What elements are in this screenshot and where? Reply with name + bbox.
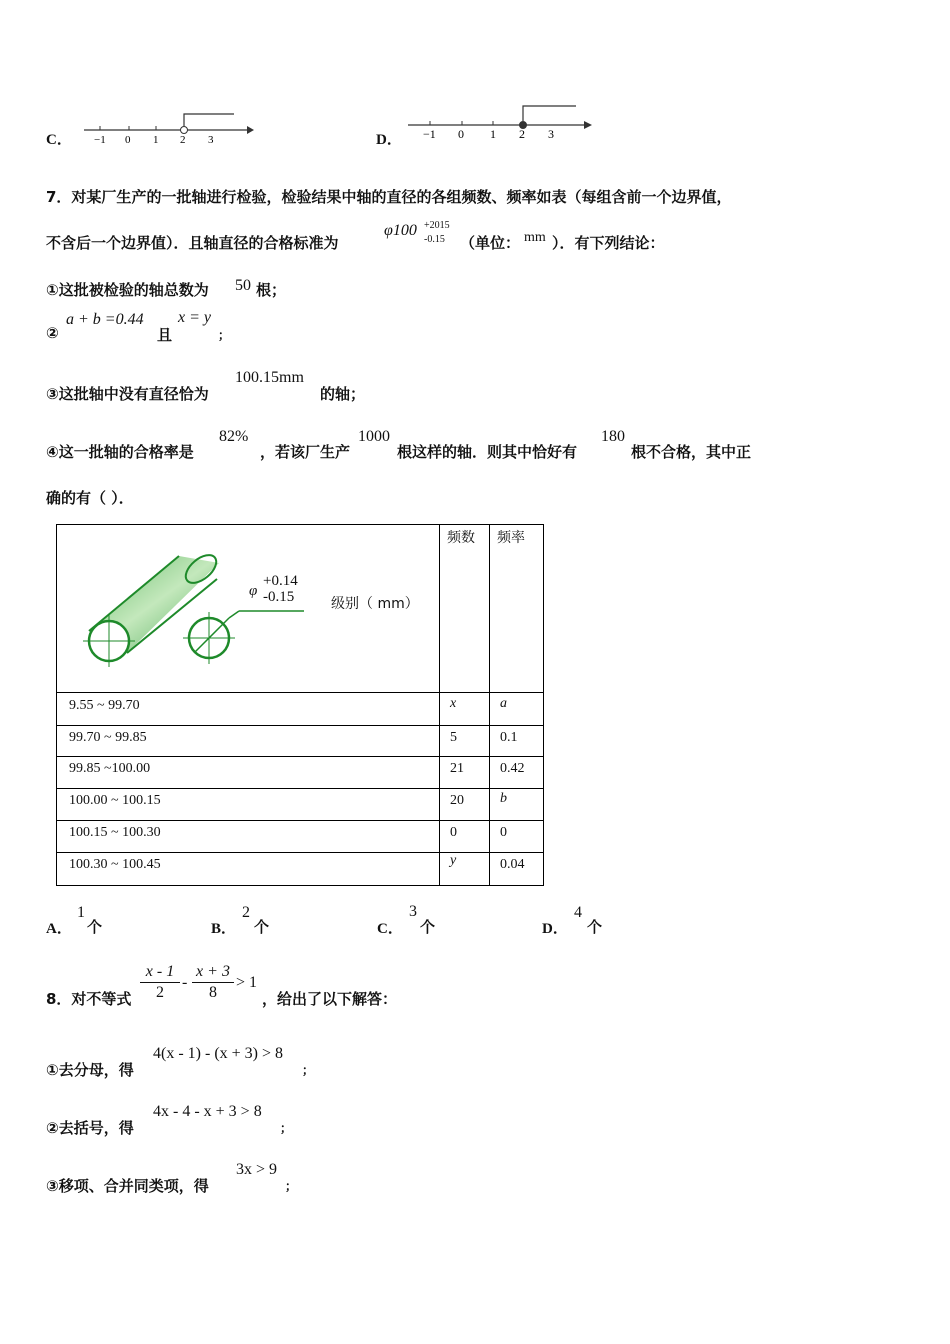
number-line-c xyxy=(82,110,257,146)
row-count: 5 xyxy=(450,730,457,745)
table-divider xyxy=(57,725,543,726)
q8-fraction-1 xyxy=(140,963,180,1002)
row-count: 20 xyxy=(450,793,464,808)
q7-line1: 7．对某厂生产的一批轴进行检验，检验结果中轴的直径的各组频数、频率如表（每组含前一个边界值， xyxy=(46,188,732,206)
q8-step2-b: ； xyxy=(280,1121,293,1135)
tick-label: −1 xyxy=(94,134,106,146)
q8-step2-math: 4x - 4 - x + 3 > 8 xyxy=(153,1103,262,1120)
row-rate: a xyxy=(500,696,507,711)
q7-s1a: ①这批被检验的轴总数为 xyxy=(46,281,209,299)
q7-s1-num: 50 xyxy=(235,277,251,294)
solution-ray xyxy=(523,106,576,121)
tick-label: 0 xyxy=(125,134,131,146)
row-count: x xyxy=(450,696,457,711)
q7-std-lower: -0.15 xyxy=(424,234,445,245)
tick-label: 3 xyxy=(208,134,214,146)
q7-line2b: （单位： xyxy=(460,234,521,252)
answer-d-letter[interactable]: D． xyxy=(542,921,568,937)
q7-s2c: ； xyxy=(218,328,231,342)
row-rate: b xyxy=(500,791,507,806)
header-count: 频数 xyxy=(447,530,475,546)
q8-step1-a: ①去分母，得 xyxy=(46,1061,134,1079)
q7-s4a: ④这一批轴的合格率是 xyxy=(46,443,194,461)
q7-unit: mm xyxy=(524,230,546,245)
tick-label: 2 xyxy=(180,134,186,146)
q7-s4-line2: 确的有（ ）． xyxy=(46,489,134,507)
tolerance-upper: +0.14 xyxy=(263,573,298,589)
q7-s4-m1: 82% xyxy=(219,428,249,445)
header-rate: 频率 xyxy=(497,530,525,546)
solution-ray xyxy=(184,114,234,126)
tick-label: 3 xyxy=(548,127,554,141)
q7-s3b: 的轴； xyxy=(320,385,366,403)
q7-s4c: 根这样的轴．则其中恰好有 xyxy=(397,443,578,461)
answer-a-value: 1 xyxy=(77,904,85,921)
table-divider xyxy=(57,788,543,789)
row-range: 99.70 ~ 99.85 xyxy=(69,730,147,745)
option-c-label: C． xyxy=(46,132,72,148)
q8-minus: - xyxy=(182,974,188,991)
q8-intro: 8．对不等式 xyxy=(46,990,132,1008)
table-divider xyxy=(57,820,543,821)
q7-s2a: ② xyxy=(46,324,59,342)
group-label: 级别（ mm） xyxy=(331,596,419,612)
q8-step3-math: 3x > 9 xyxy=(236,1161,278,1178)
arrow-head xyxy=(584,121,592,129)
q7-s3-math: 100.15mm xyxy=(235,369,304,386)
q8-step1-math: 4(x - 1) - (x + 3) > 8 xyxy=(153,1045,284,1062)
frac2-numerator: x + 3 xyxy=(196,963,230,980)
row-rate: 0.42 xyxy=(500,761,525,776)
frac1-denominator: 2 xyxy=(156,984,164,1001)
answer-c-letter[interactable]: C． xyxy=(377,921,403,937)
row-rate: 0.04 xyxy=(500,857,525,872)
q7-s2-math1: a + b =0.44 xyxy=(66,311,144,328)
q7-line2c: ）．有下列结论： xyxy=(552,234,665,252)
row-range: 100.30 ~ 100.45 xyxy=(69,857,161,872)
q8-step1-b: ； xyxy=(302,1063,315,1077)
q7-s4d: 根不合格，其中正 xyxy=(631,443,752,461)
row-count: 21 xyxy=(450,761,464,776)
tick-label: 1 xyxy=(153,134,159,146)
q8-step3-b: ； xyxy=(285,1179,298,1193)
answer-c-unit: 个 xyxy=(420,918,436,936)
q7-s2-math2: x = y xyxy=(178,309,211,326)
table-divider xyxy=(57,852,543,853)
shaft-illustration xyxy=(79,551,309,671)
q7-std-upper: +2015 xyxy=(424,220,450,231)
q8-gt1: > 1 xyxy=(236,974,258,991)
q8-intro-b: ，给出了以下解答： xyxy=(262,990,398,1008)
q8-step3-a: ③移项、合并同类项，得 xyxy=(46,1177,209,1195)
q7-s4-m3: 180 xyxy=(601,428,625,445)
tolerance-phi: φ xyxy=(249,583,258,599)
frac1-numerator: x - 1 xyxy=(145,963,175,980)
q7-s1b: 根； xyxy=(256,281,287,299)
answer-d-unit: 个 xyxy=(587,918,603,936)
q8-fraction-2 xyxy=(192,963,234,1002)
answer-a-unit: 个 xyxy=(87,918,103,936)
table-divider xyxy=(439,525,440,885)
answer-b-unit: 个 xyxy=(254,918,270,936)
table-divider xyxy=(57,692,543,693)
q7-s4-m2: 1000 xyxy=(358,428,390,445)
answer-d-value: 4 xyxy=(574,904,582,921)
tolerance-lower: -0.15 xyxy=(263,589,295,605)
q7-line2a: 不含后一个边界值）．且轴直径的合格标准为 xyxy=(46,234,339,252)
row-range: 99.85 ~100.00 xyxy=(69,761,151,776)
open-point xyxy=(181,127,188,134)
row-range: 100.00 ~ 100.15 xyxy=(69,793,161,808)
row-range: 9.55 ~ 99.70 xyxy=(69,698,140,713)
tick-label: 0 xyxy=(458,127,464,141)
answer-c-value: 3 xyxy=(409,903,417,920)
tick-label: 2 xyxy=(519,127,525,141)
row-count: y xyxy=(450,853,457,868)
q7-s3a: ③这批轴中没有直径恰为 xyxy=(46,385,209,403)
q7-s2b: 且 xyxy=(157,326,173,344)
frac2-denominator: 8 xyxy=(209,984,217,1001)
row-range: 100.15 ~ 100.30 xyxy=(69,825,161,840)
number-line-d xyxy=(406,100,596,142)
answer-b-value: 2 xyxy=(242,904,250,921)
row-rate: 0 xyxy=(500,825,507,840)
frequency-table xyxy=(56,524,544,886)
q7-std-phi: φ100 xyxy=(384,222,417,239)
table-divider xyxy=(57,756,543,757)
answer-a-letter[interactable]: A． xyxy=(46,921,72,937)
q7-s4b: ，若该厂生产 xyxy=(260,443,351,461)
option-d-label: D． xyxy=(376,132,402,148)
row-rate: 0.1 xyxy=(500,730,518,745)
tick-label: 1 xyxy=(490,127,496,141)
tick-label: −1 xyxy=(423,127,436,141)
q8-step2-a: ②去括号，得 xyxy=(46,1119,134,1137)
table-divider xyxy=(489,525,490,885)
answer-b-letter[interactable]: B． xyxy=(211,921,237,937)
row-count: 0 xyxy=(450,825,457,840)
arrow-head xyxy=(247,126,254,134)
